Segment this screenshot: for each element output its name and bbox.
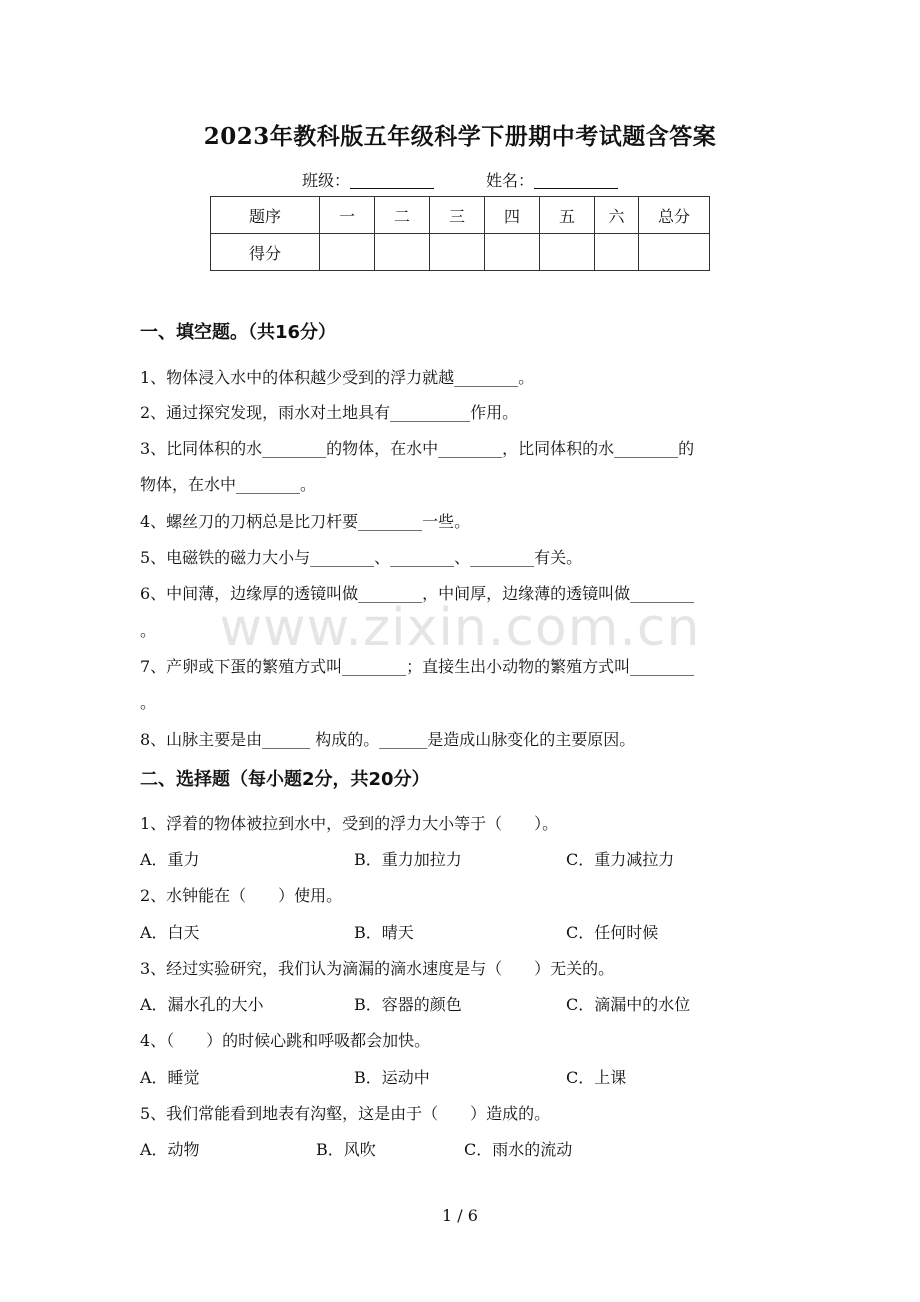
fill-in-question: 1、物体浸入水中的体积越少受到的浮力就越________。: [140, 368, 535, 387]
fill-in-question: 4、螺丝刀的刀柄总是比刀杆要________一些。: [140, 512, 471, 531]
page-number: 1 / 6: [442, 1206, 478, 1225]
choice-option-b[interactable]: B．风吹: [316, 1140, 376, 1159]
fill-in-question-continued: 物体，在水中________。: [140, 475, 317, 494]
name-label: 姓名：: [486, 171, 535, 190]
section-choice-title: 二、选择题（每小题2分，共20分）: [140, 769, 430, 790]
choice-question: 3、经过实验研究，我们认为滴漏的滴水速度是与（ ）无关的。: [140, 959, 615, 978]
score-header-cell: 四: [485, 197, 540, 234]
score-header-cell: 题序: [211, 197, 320, 234]
page-title: 2023年教科版五年级科学下册期中考试题含答案: [203, 123, 717, 150]
choice-option-c[interactable]: C．上课: [566, 1068, 627, 1087]
score-table-header-row: [211, 197, 710, 234]
choice-option-a[interactable]: A．漏水孔的大小: [140, 995, 264, 1014]
score-header-cell: 六: [595, 197, 639, 234]
watermark: www.zixin.com.cn: [219, 598, 701, 658]
choice-option-b[interactable]: B．晴天: [354, 923, 414, 942]
choice-option-c[interactable]: C．任何时候: [566, 923, 659, 942]
score-cell[interactable]: [375, 234, 430, 271]
fill-in-question: 3、比同体积的水________的物体，在水中________，比同体积的水________的: [140, 439, 695, 458]
score-row-label: 得分: [211, 234, 320, 271]
choice-option-c[interactable]: C．雨水的流动: [464, 1140, 573, 1159]
class-label: 班级：: [301, 171, 350, 190]
score-cell[interactable]: [540, 234, 595, 271]
fill-in-question: 2、通过探究发现，雨水对土地具有__________作用。: [140, 403, 519, 422]
score-header-cell: 三: [430, 197, 485, 234]
choice-question: 5、我们常能看到地表有沟壑，这是由于（ ）造成的。: [140, 1104, 551, 1123]
choice-option-c[interactable]: C．滴漏中的水位: [566, 995, 691, 1014]
choice-option-a[interactable]: A．睡觉: [140, 1068, 200, 1087]
fill-in-question: 7、产卵或下蛋的繁殖方式叫________；直接生出小动物的繁殖方式叫________: [140, 657, 695, 676]
section-fill-in-title: 一、填空题。（共16分）: [140, 322, 337, 343]
score-header-cell: 二: [375, 197, 430, 234]
choice-question: 4、（ ）的时候心跳和呼吸都会加快。: [140, 1031, 431, 1050]
student-info: [0, 168, 920, 191]
fill-in-question: 5、电磁铁的磁力大小与________、________、________有关。: [140, 548, 583, 567]
choice-option-b[interactable]: B．容器的颜色: [354, 995, 462, 1014]
fill-in-question: 8、山脉主要是由______ 构成的。______是造成山脉变化的主要原因。: [140, 730, 636, 749]
choice-option-a[interactable]: A．动物: [140, 1140, 200, 1159]
score-cell[interactable]: [320, 234, 375, 271]
fill-in-question: 6、中间薄，边缘厚的透镜叫做________，中间厚，边缘薄的透镜叫做________: [140, 584, 695, 603]
class-blank[interactable]: [350, 172, 434, 189]
score-cell[interactable]: [595, 234, 639, 271]
fill-in-question-continued: 。: [140, 693, 157, 712]
choice-question: 2、水钟能在（ ）使用。: [140, 886, 343, 905]
choice-option-b[interactable]: B．运动中: [354, 1068, 430, 1087]
choice-option-a[interactable]: A．重力: [140, 850, 200, 869]
choice-option-c[interactable]: C．重力减拉力: [566, 850, 675, 869]
score-cell[interactable]: [639, 234, 710, 271]
score-cell[interactable]: [430, 234, 485, 271]
choice-option-a[interactable]: A．白天: [140, 923, 200, 942]
fill-in-question-continued: 。: [140, 621, 157, 640]
choice-option-b[interactable]: B．重力加拉力: [354, 850, 462, 869]
name-blank[interactable]: [534, 172, 618, 189]
score-header-cell: 一: [320, 197, 375, 234]
choice-question: 1、浮着的物体被拉到水中，受到的浮力大小等于（ ）。: [140, 814, 559, 833]
score-header-cell: 五: [540, 197, 595, 234]
score-table-score-row: [211, 234, 710, 271]
score-cell[interactable]: [485, 234, 540, 271]
score-table: [210, 196, 710, 271]
score-header-cell: 总分: [639, 197, 710, 234]
